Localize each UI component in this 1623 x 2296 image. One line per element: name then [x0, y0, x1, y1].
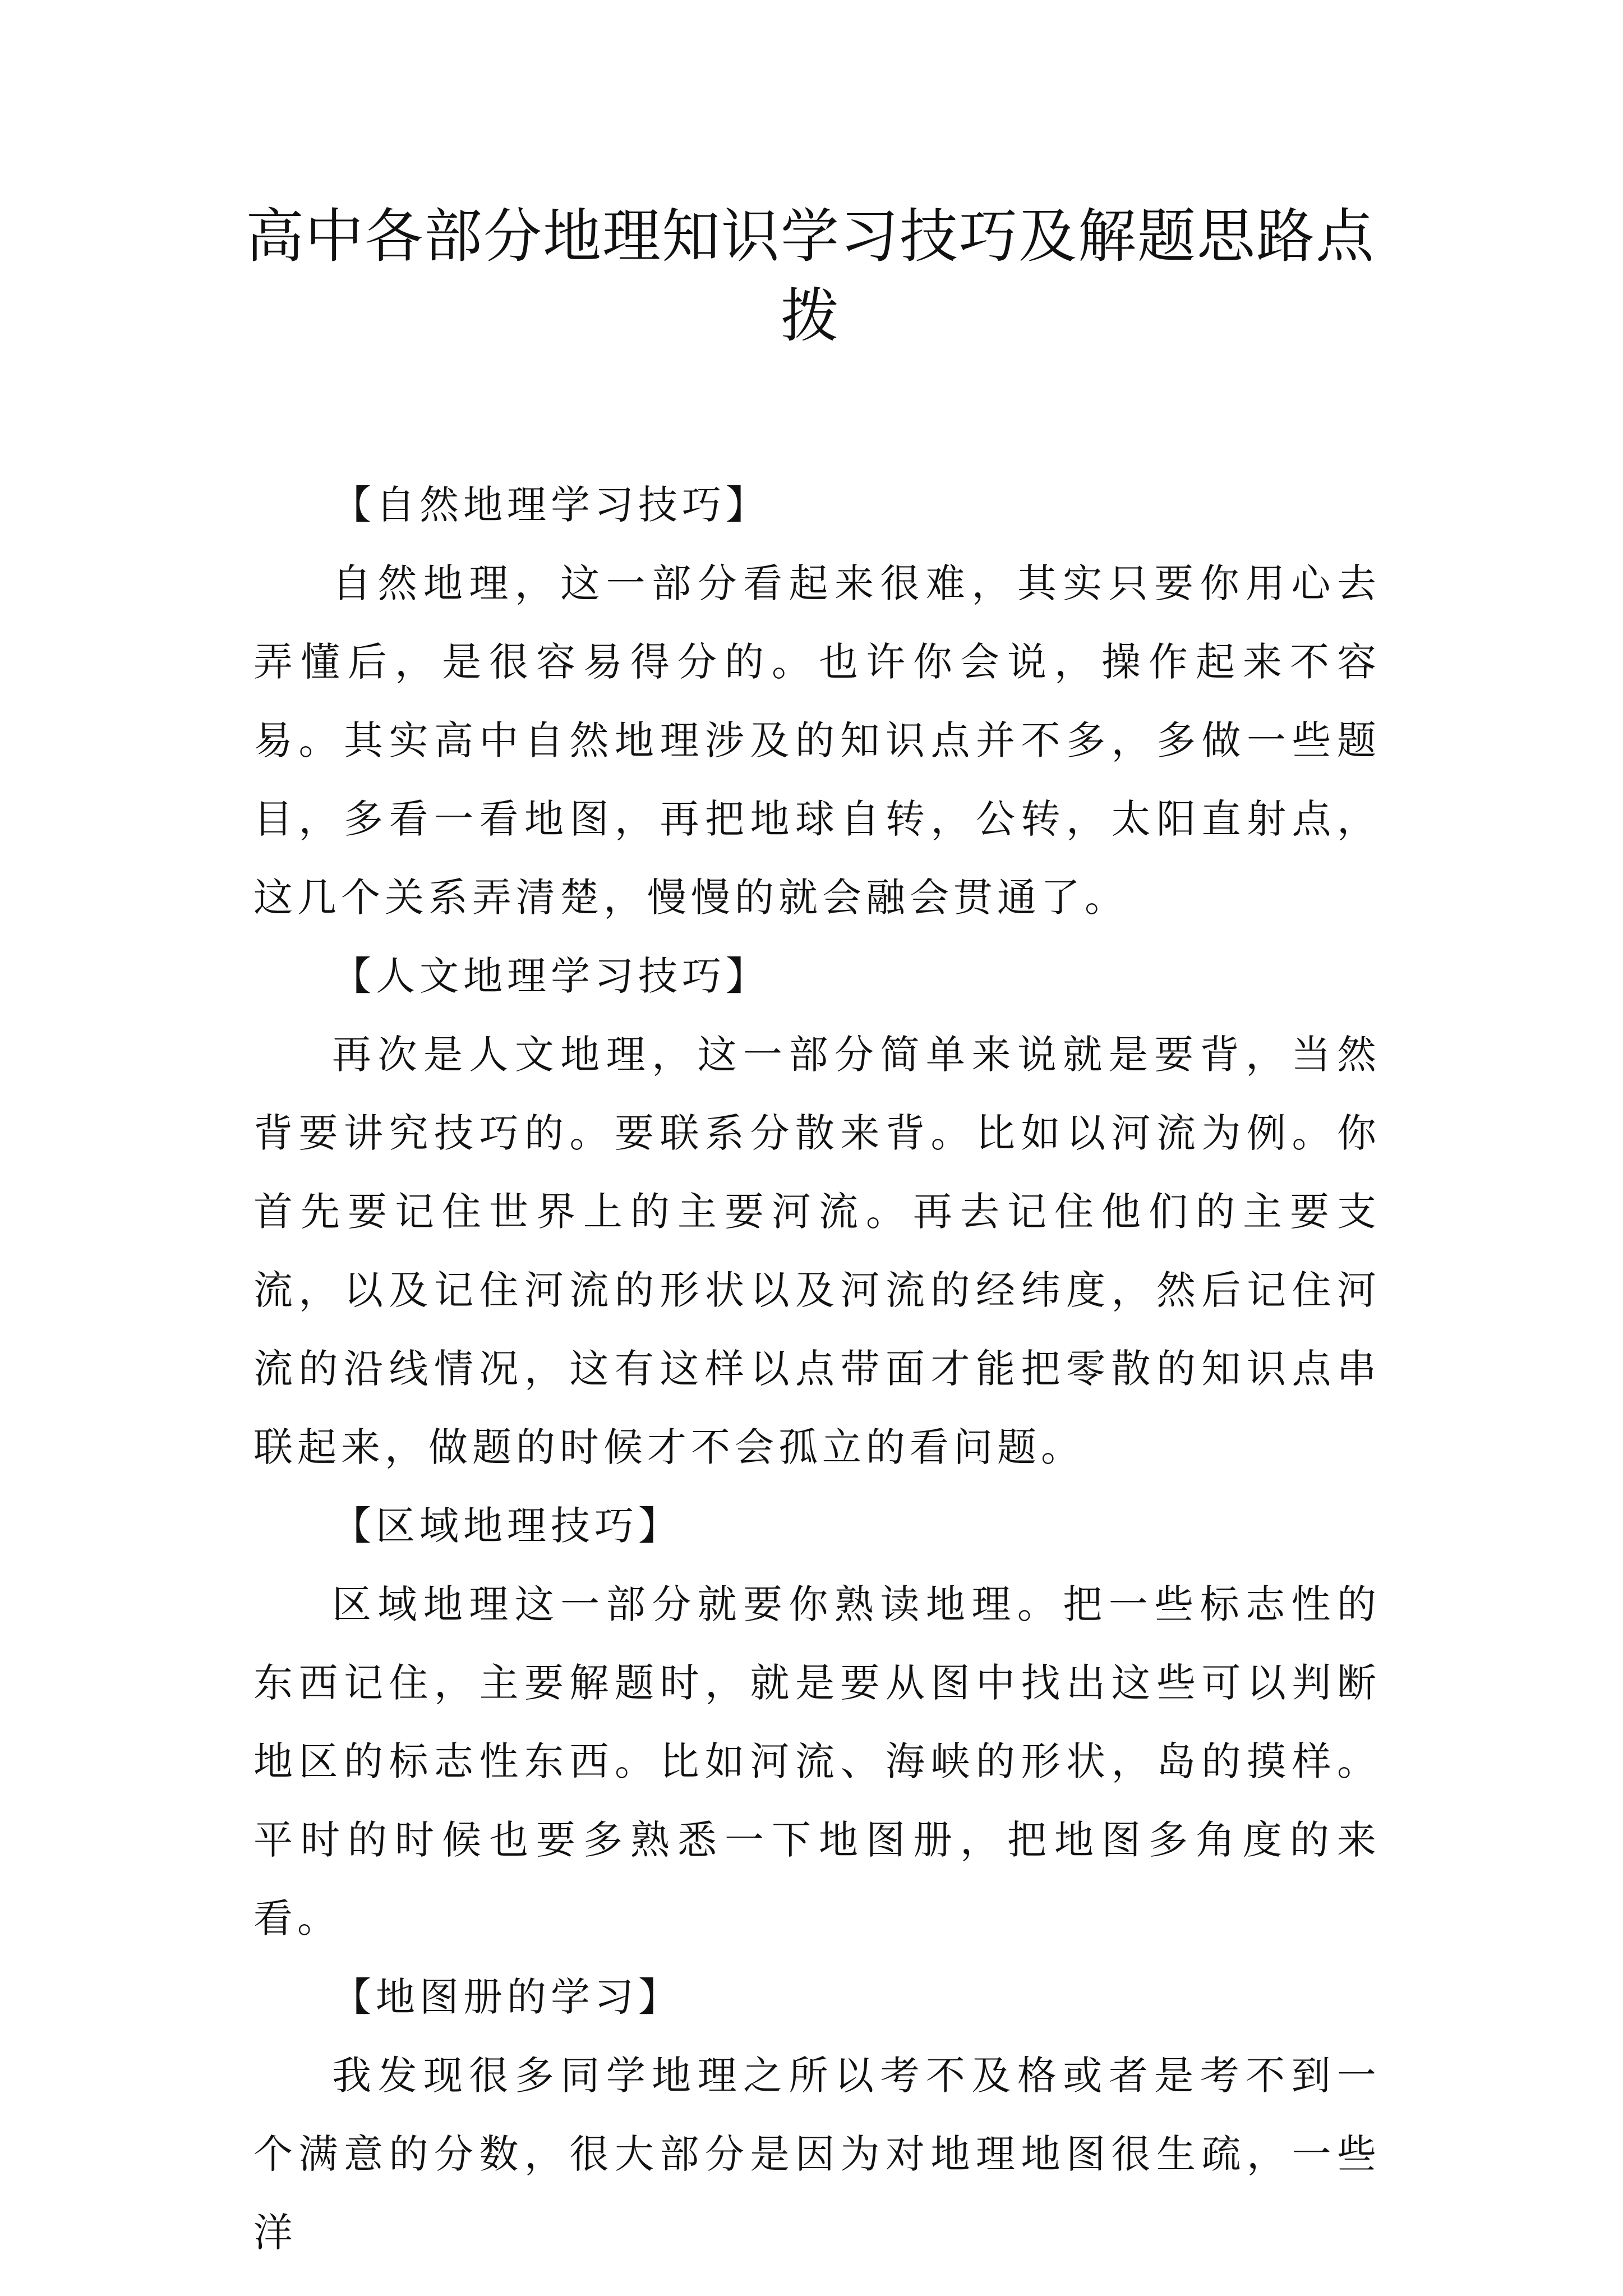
section-heading-regional-geography: 【区域地理技巧】 [332, 1503, 682, 1549]
section-body-physical-geography: 自然地理，这一部分看起来很难，其实只要你用心去弄懂后，是很容易得分的。也许你会说，操作起来不容易。其实高中自然地理涉及的知识点并不多，多做一些题目，多看一看地图，再把地球自转，公转，太阳直射点，这几个关系弄清楚，慢慢的就会融会贯通了。 [253, 560, 1381, 921]
section-heading-human-geography: 【人文地理学习技巧】 [332, 953, 769, 999]
section-heading-physical-geography: 【自然地理学习技巧】 [332, 482, 769, 528]
section-body-human-geography: 再次是人文地理，这一部分简单来说就是要背，当然背要讲究技巧的。要联系分散来背。比如以河流为例。你首先要记住世界上的主要河流。再去记住他们的主要支流，以及记住河流的形状以及河流的经纬度，然后记住河流的沿线情况，这有这样以点带面才能把零散的知识点串联起来，做题的时候才不会孤立的看问题。 [253, 1032, 1381, 1470]
section-heading-atlas-study: 【地图册的学习】 [332, 1974, 682, 2020]
document-body [253, 466, 1381, 2272]
section-body-regional-geography: 区域地理这一部分就要你熟读地理。把一些标志性的东西记住，主要解题时，就是要从图中找出这些可以判断地区的标志性东西。比如河流、海峡的形状，岛的摸样。平时的时候也要多熟悉一下地图册，把地图多角度的来看。 [253, 1581, 1381, 1941]
section-body-atlas-study: 我发现很多同学地理之所以考不及格或者是考不到一个满意的分数，很大部分是因为对地理地图很生疏，一些洋 [253, 2053, 1381, 2256]
page-title: 高中各部分地理知识学习技巧及解题思路点拨 [245, 202, 1375, 350]
